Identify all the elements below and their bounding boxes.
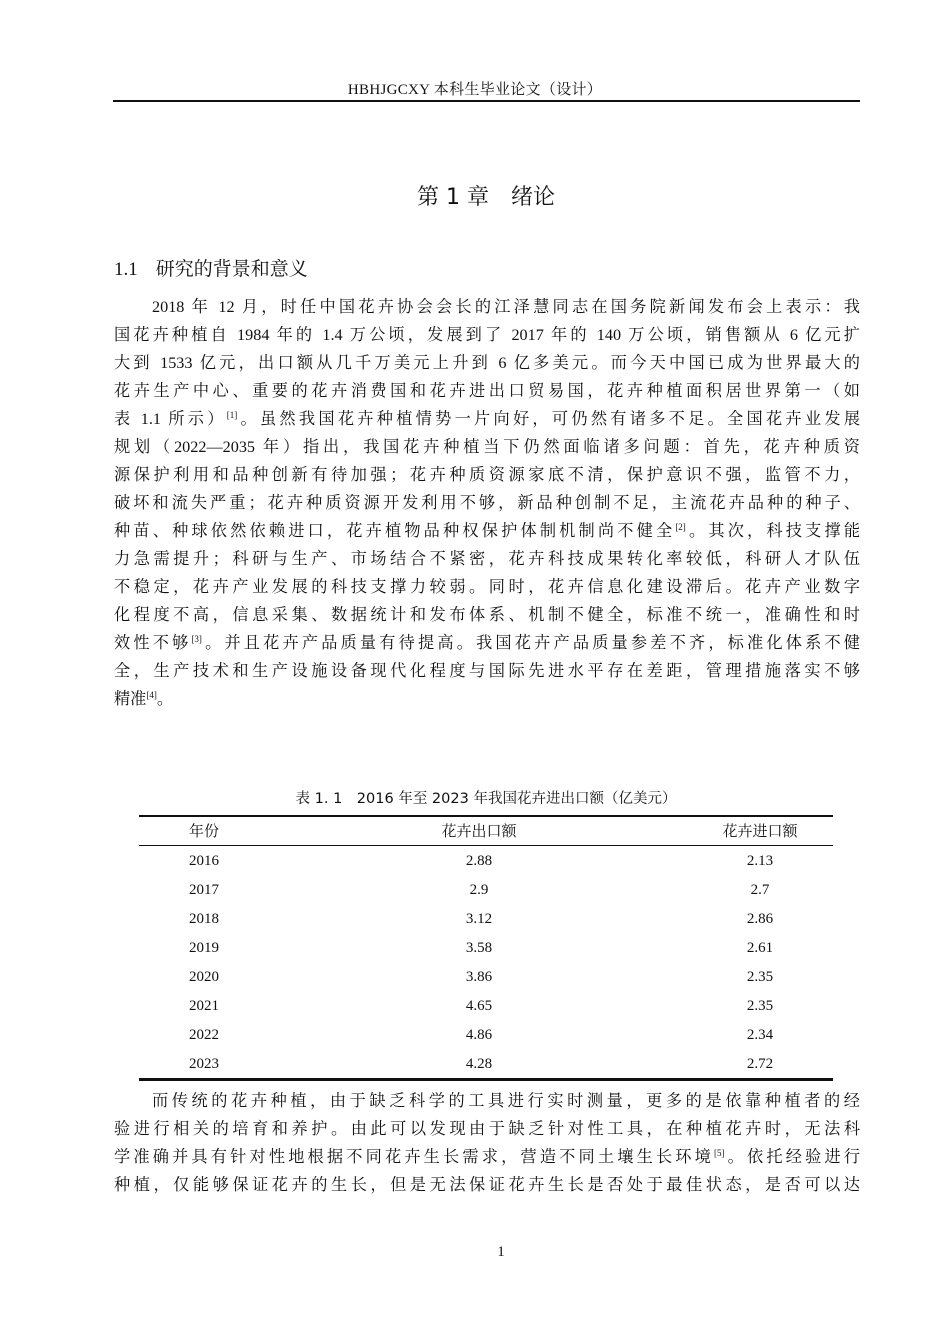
cell-export: 4.86: [465, 1027, 493, 1043]
cell-export: 4.65: [465, 998, 493, 1014]
text-fragment: 。虽然我国花卉种植情势一片向好，可仍然有诸多不足。全国花卉业发展: [237, 410, 861, 428]
text-fragment: 表 1.1 所示）: [114, 410, 227, 428]
text-fragment: 效性不够: [114, 634, 192, 652]
text-line: 破坏和流失严重；花卉种质资源开发利用不够，新品种创制不足，主流花卉品种的种子、: [114, 494, 860, 512]
text-fragment: 。: [156, 690, 174, 708]
text-fragment: 。并且花卉产品质量有待提高。我国花卉产品质量参差不齐，标准化体系不健: [201, 634, 860, 652]
text-line: 源保护利用和品种创新有待加强；花卉种质资源家底不清，保护意识不强，监管不力，: [114, 466, 860, 484]
cell-import: 2.35: [746, 969, 774, 985]
text-line: 全，生产技术和生产设施设备现代化程度与国际先进水平存在差距，管理措施落实不够: [114, 662, 860, 680]
text-fragment: 学准确并具有针对性地根据不同花卉生长需求，营造不同土壤生长环境: [114, 1148, 715, 1166]
cell-export: 3.86: [465, 969, 493, 985]
column-header-import: 花卉进口额: [722, 824, 798, 840]
citation-4[interactable]: [4]: [146, 690, 157, 700]
section-title-text: 研究的背景和意义: [155, 258, 308, 280]
table-bottom-rule: [139, 1078, 833, 1081]
text-line: 规划（2022—2035 年）指出，我国花卉种植当下仍然面临诸多问题：首先，花卉种质资: [114, 438, 860, 456]
text-line: 而传统的花卉种植，由于缺乏科学的工具进行实时测量，更多的是依靠种植者的经: [152, 1092, 860, 1110]
header-divider: [113, 100, 860, 102]
cell-export: 2.9: [469, 882, 489, 898]
text-fragment: 。依托经验进行: [724, 1148, 861, 1166]
cell-year: 2022: [189, 1027, 219, 1043]
cell-import: 2.86: [746, 911, 774, 927]
text-fragment: 种苗、种球依然依赖进口，花卉植物品种权保护体制机制尚不健全: [114, 522, 676, 540]
cell-export: 4.28: [465, 1056, 493, 1072]
section-number: 1.1: [114, 259, 138, 280]
column-header-year: 年份: [189, 824, 220, 840]
cell-export: 3.58: [465, 940, 493, 956]
cell-export: 3.12: [465, 911, 493, 927]
text-line: 花卉生产中心、重要的花卉消费国和花卉进出口贸易国，花卉种植面积居世界第一（如: [114, 382, 860, 400]
cell-year: 2016: [189, 853, 219, 869]
text-line: 验进行相关的培育和养护。由此可以发现由于缺乏针对性工具，在种植花卉时，无法科: [114, 1120, 860, 1138]
citation-5[interactable]: [5]: [714, 1148, 725, 1158]
table-top-rule: [139, 815, 833, 817]
chapter-title: 第 1 章 绪论: [417, 185, 555, 210]
cell-export: 2.88: [465, 853, 493, 869]
text-line: [114, 521, 860, 541]
text-line: 力急需提升；科研与生产、市场结合不紧密，花卉科技成果转化率较低，科研人才队伍: [114, 550, 860, 568]
text-line: [114, 689, 860, 709]
column-header-export: 花卉出口额: [441, 824, 517, 840]
cell-import: 2.35: [746, 998, 774, 1014]
text-line: [114, 1147, 860, 1167]
cell-import: 2.7: [750, 882, 770, 898]
cell-import: 2.72: [746, 1056, 774, 1072]
cell-year: 2020: [189, 969, 219, 985]
cell-year: 2023: [189, 1056, 219, 1072]
page-number: 1: [497, 1244, 505, 1260]
text-fragment: 精准: [114, 690, 147, 708]
text-line: 不稳定，花卉产业发展的科技支撑力较弱。同时，花卉信息化建设滞后。花卉产业数字: [114, 578, 860, 596]
cell-year: 2019: [189, 940, 219, 956]
text-line: 化程度不高，信息采集、数据统计和发布体系、机制不健全，标准不统一，准确性和时: [114, 606, 860, 624]
cell-year: 2017: [189, 882, 219, 898]
text-line: [114, 409, 860, 429]
text-fragment: 。其次，科技支撑能: [685, 522, 861, 540]
text-line: 国花卉种植自 1984 年的 1.4 万公顷，发展到了 2017 年的 140 万公顷，销售额从 6 亿元扩: [114, 326, 860, 344]
cell-year: 2021: [189, 998, 219, 1014]
citation-2[interactable]: [2]: [675, 522, 686, 532]
text-line: 大到 1533 亿元，出口额从几千万美元上升到 6 亿多美元。而今天中国已成为世界最大的: [114, 354, 860, 372]
running-header-title: HBHJGCXY 本科生毕业论文（设计）: [347, 82, 603, 98]
cell-import: 2.34: [746, 1027, 774, 1043]
cell-import: 2.61: [746, 940, 774, 956]
section-heading: [114, 254, 308, 281]
cell-import: 2.13: [746, 853, 774, 869]
text-line: [114, 633, 860, 653]
table-header-rule: [139, 845, 833, 846]
text-line: 2018 年 12 月，时任中国花卉协会会长的江泽慧同志在国务院新闻发布会上表示：我: [152, 298, 860, 316]
table-caption: 表 1. 1 2016 年至 2023 年我国花卉进出口额（亿美元）: [295, 791, 677, 807]
citation-1[interactable]: [1]: [226, 410, 238, 420]
cell-year: 2018: [189, 911, 219, 927]
citation-3[interactable]: [3]: [191, 634, 202, 644]
text-line: 种植，仅能够保证花卉的生长，但是无法保证花卉生长是否处于最佳状态，是否可以达: [114, 1176, 860, 1194]
